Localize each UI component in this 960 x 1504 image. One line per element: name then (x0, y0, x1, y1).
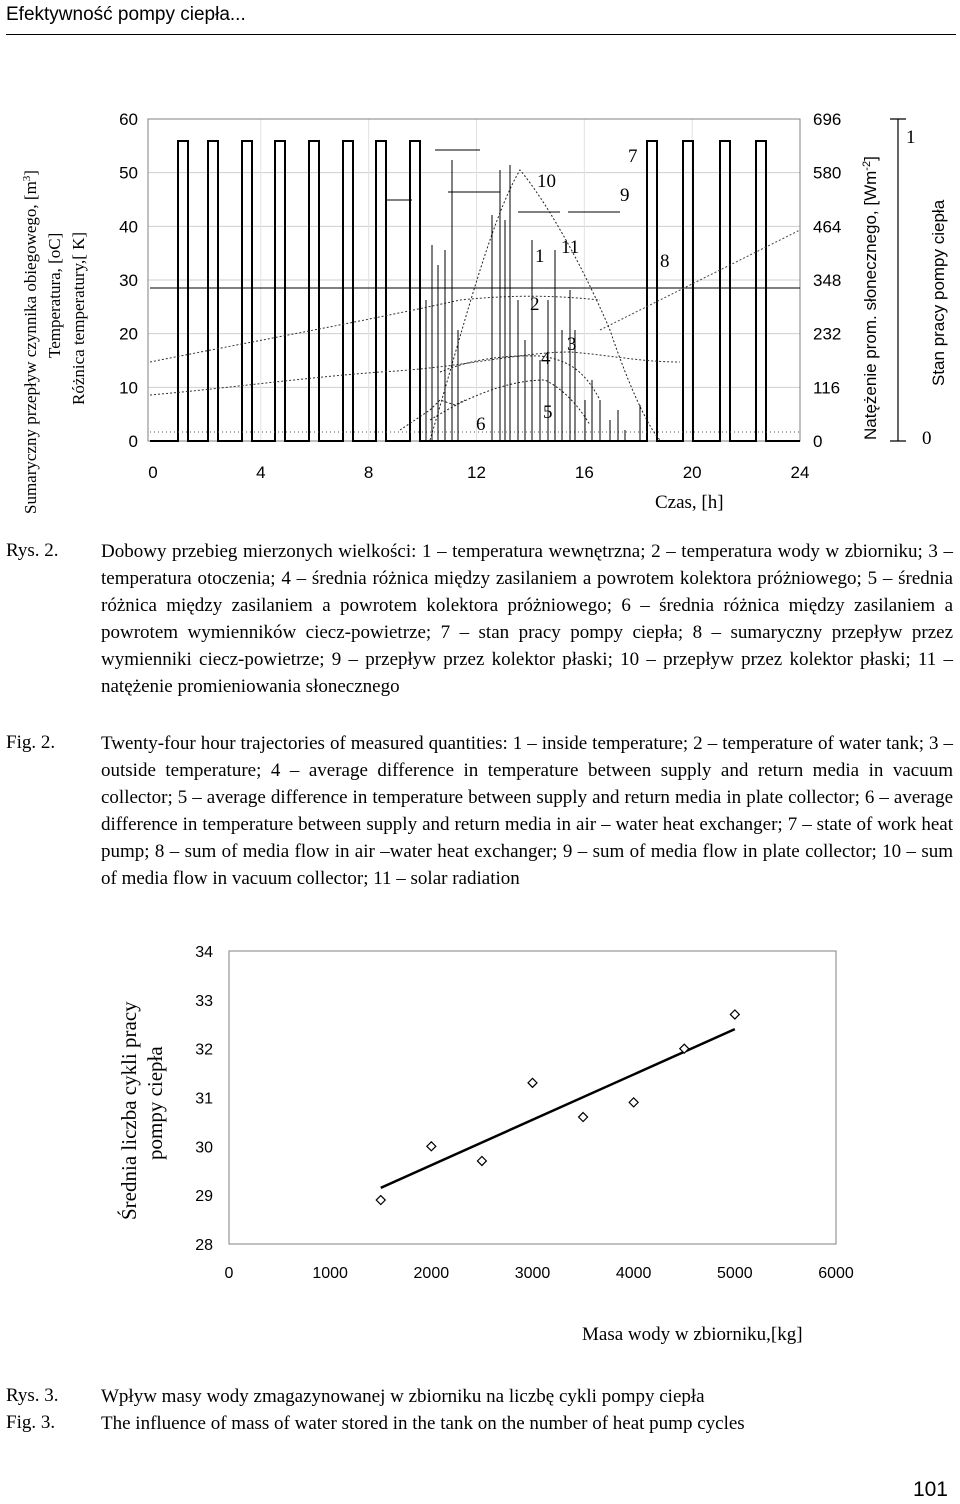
fig2-x-tick: 16 (574, 463, 594, 482)
fig3-x-tick: 0 (224, 1265, 234, 1282)
fig3-plot-frame (229, 951, 836, 1244)
outside-temperature-curve (150, 352, 680, 395)
fig2-left-tick: 60 (119, 110, 138, 129)
caption2-pl-label: Rys. 2. (6, 540, 59, 561)
curve-label-5: 5 (543, 402, 553, 423)
caption3-en-label: Fig. 3. (6, 1412, 56, 1433)
curve-label-10: 10 (537, 171, 556, 192)
solar-radiation-curve (430, 170, 660, 440)
fig3-y-tick: 34 (195, 944, 213, 961)
state-axis-bracket (890, 119, 906, 441)
fig2-x-tick: 4 (256, 463, 266, 482)
caption2-en-text: Twenty-four hour trajectories of measured quantities: 1 – inside temperature; 2 – temperature of water tank; 3 – outside temperature; 4 – average difference in temperature between supply and return media in vacuum collector; 5 – average difference in temperature between supply and return media in plate collector; 6 – average difference in temperature between supply and return media in air – water heat exchanger; 7 – state of work heat pump; 8 – sum of media flow in air –water heat exchanger; 9 – sum of media flow in plate collector; 10 – sum of media flow in vacuum collector; 11 – solar radiation (101, 733, 953, 889)
fig3-y-tick: 28 (195, 1237, 213, 1254)
figure-2-chart (0, 0, 960, 520)
fig3-x-tick: 4000 (615, 1265, 652, 1282)
state-axis-top: 1 (906, 127, 916, 148)
fig3-data-point (730, 1010, 739, 1019)
page-number: 101 (912, 1478, 948, 1501)
curve-label-11: 11 (561, 237, 580, 258)
vacuum-collector-diff-curve (440, 356, 600, 400)
state-axis-label: Stan pracy pompy ciepła (929, 199, 948, 386)
fig3-data-point (680, 1044, 689, 1053)
fig3-y-tick: 31 (195, 1090, 213, 1108)
fig3-x-tick: 1000 (312, 1265, 348, 1282)
fig2-left-tick: 0 (128, 432, 138, 451)
pump-state-curve (150, 141, 800, 441)
curve-label-1: 1 (535, 246, 545, 267)
fig3-x-tick: 3000 (514, 1265, 551, 1282)
fig3-data-point (427, 1142, 436, 1151)
fig3-x-tick: 6000 (818, 1265, 854, 1282)
fig2-x-tick: 20 (682, 463, 702, 482)
fig2-left-tick: 50 (119, 163, 138, 183)
fig2-gridlines (148, 119, 800, 441)
fig3-y-axis-label-line2: pompy ciepła (143, 1046, 167, 1160)
state-axis-bottom: 0 (922, 428, 932, 449)
fig3-trendline (381, 1029, 735, 1188)
curve-label-6: 6 (476, 414, 486, 435)
curve-label-3: 3 (567, 334, 577, 355)
fig3-data-point (579, 1113, 588, 1122)
curve-label-8: 8 (660, 251, 670, 272)
running-header: Efektywność pompy ciepła... (6, 4, 246, 25)
caption3-en-text: The influence of mass of water stored in the tank on the number of heat pump cycles (101, 1413, 745, 1434)
fig2-right-tick: 696 (813, 110, 842, 129)
fig2-left-tick: 30 (119, 271, 138, 290)
fig2-left-axis-line2: Temperatura, [oC] (45, 232, 64, 358)
fig2-right-tick: 348 (813, 271, 842, 290)
curve-label-2: 2 (530, 294, 540, 315)
fig3-y-tick: 32 (195, 1041, 213, 1059)
fig2-right-tick: 0 (813, 432, 823, 451)
caption2-pl-text: Dobowy przebieg mierzonych wielkości: 1 – temperatura wewnętrzna; 2 – temperatura wody w zbiorniku; 3 – temperatura otoczenia; 4 – średnia różnica między zasilaniem a powrotem kolektora próżniowego; 5 – średnia różnica między zasilaniem a powrotem kolektora próżniowego; 6 – średnia różnica między zasilaniem a powrotem wymienników ciecz-powietrze; 7 – stan pracy pompy ciepła; 8 – sumaryczny przepływ przez wymienniki ciecz-powietrze; 9 – przepływ przez kolektor płaski; 10 – przepływ przez kolektor płaski; 11 – natężenie promieniowania słonecznego (101, 541, 953, 697)
fig2-right-tick: 116 (813, 378, 841, 398)
fig3-x-tick: 2000 (413, 1265, 450, 1282)
fig2-right-tick: 232 (813, 324, 842, 344)
caption3-pl-text: Wpływ masy wody zmagazynowanej w zbiorniku na liczbę cykli pompy ciepła (101, 1386, 705, 1407)
fig2-x-tick: 12 (467, 463, 486, 482)
curve-label-7: 7 (628, 146, 638, 167)
figure-3-chart (0, 930, 960, 1370)
fig2-right-axis-label: Natężenie prom. słonecznego, $[Wm^{-2}]$ (861, 156, 880, 440)
fig2-left-axis-line1: Sumaryczny przepływ czynnika obiegowego, $[m^3]$ (21, 170, 40, 514)
fig2-left-tick: 20 (119, 324, 138, 344)
fig3-data-point (477, 1156, 486, 1165)
fig2-right-tick: 464 (813, 217, 842, 237)
fig3-x-axis-label: Masa wody w zbiorniku,[kg] (582, 1324, 803, 1345)
fig2-x-tick: 0 (148, 463, 158, 482)
fig3-data-point (629, 1098, 638, 1107)
caption2-en-label: Fig. 2. (6, 732, 56, 753)
fig3-y-tick: 30 (195, 1139, 213, 1157)
fig3-y-axis-label-line1: Średnia liczba cykli pracy (117, 1001, 141, 1220)
curve-label-9: 9 (620, 185, 630, 206)
fig2-left-tick: 40 (119, 217, 138, 237)
fig3-x-tick: 5000 (717, 1265, 753, 1282)
fig2-x-tick: 8 (363, 463, 374, 482)
fig2-left-tick: 10 (119, 378, 138, 398)
curve-label-4: 4 (541, 348, 551, 369)
caption3-pl-label: Rys. 3. (6, 1385, 59, 1406)
fig3-data-point (376, 1196, 385, 1205)
fig2-x-tick: 24 (790, 463, 810, 482)
fig3-y-tick: 33 (195, 992, 213, 1010)
fig2-left-axis-line3: Różnica temperatury,[ K] (69, 231, 88, 405)
fig2-x-axis-label: Czas, [h] (655, 492, 724, 513)
fig3-data-point (528, 1078, 537, 1087)
fig3-y-tick: 29 (195, 1188, 213, 1206)
fig2-right-tick: 580 (813, 163, 842, 183)
